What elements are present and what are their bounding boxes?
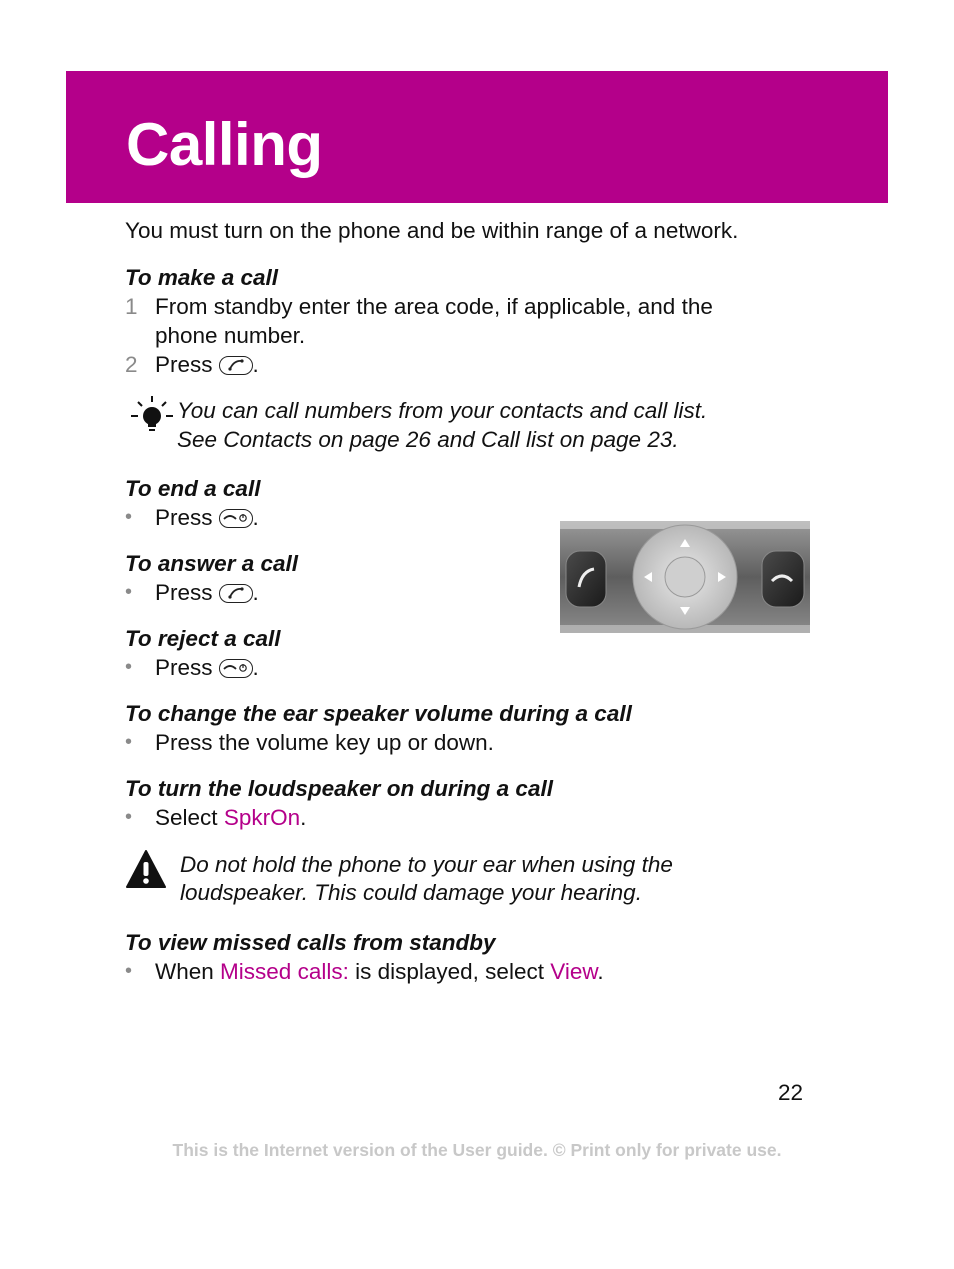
end-key-icon (219, 509, 253, 528)
heading-answer-call: To answer a call (125, 551, 298, 576)
step-text: phone number. (155, 323, 306, 348)
punctuation: . (300, 805, 307, 830)
instruction-text: Press . (155, 655, 259, 680)
call-key-icon (219, 356, 253, 375)
instruction-text (155, 957, 604, 986)
bullet: • (125, 506, 133, 528)
phone-keypad-image (560, 521, 810, 633)
instruction-label: Press (155, 580, 213, 605)
footer-notice: This is the Internet version of the User guide. © Print only for private use. (172, 1140, 782, 1160)
heading-volume: To change the ear speaker volume during a call (125, 701, 632, 726)
instruction-label: Select (155, 805, 218, 830)
softkey-view: View (550, 959, 598, 984)
bullet: • (125, 806, 133, 828)
bullet: • (125, 656, 133, 678)
call-key-icon (219, 584, 253, 603)
softkey-spkron: SpkrOn (223, 805, 301, 830)
punctuation: . (597, 959, 604, 984)
instruction-label: Press (155, 505, 213, 530)
intro-text: You must turn on the phone and be within range of a network. (125, 218, 739, 243)
softkey-missed-calls: Missed calls: (220, 959, 349, 984)
heading-end-call: To end a call (125, 476, 261, 501)
instruction-text: Press . (155, 580, 259, 605)
tip-lightbulb-icon (129, 394, 175, 438)
warning-text: loudspeaker. This could damage your hearing. (180, 880, 642, 905)
chapter-banner (66, 71, 888, 203)
bullet: • (125, 581, 133, 603)
heading-reject-call: To reject a call (125, 626, 281, 651)
step-label: Press (155, 352, 213, 377)
bullet: • (125, 960, 133, 982)
warning-text: Do not hold the phone to your ear when using the (180, 852, 673, 877)
heading-make-call: To make a call (125, 265, 278, 290)
page-number: 22 (778, 1080, 804, 1105)
warning-icon (125, 848, 167, 890)
end-key-icon (219, 659, 253, 678)
heading-loudspeaker: To turn the loudspeaker on during a call (125, 776, 553, 801)
step-text: Press . (155, 352, 259, 377)
bullet: • (125, 731, 133, 753)
step-number: 1 (125, 294, 138, 319)
step-number: 2 (125, 352, 138, 377)
instruction-label: Press (155, 655, 213, 680)
tip-text: You can call numbers from your contacts and call list. (177, 398, 708, 423)
instruction-label: When (155, 959, 214, 984)
page-title: Calling (126, 111, 323, 178)
instruction-text: Press . (155, 505, 259, 530)
heading-missed-calls: To view missed calls from standby (125, 930, 496, 955)
step-text: From standby enter the area code, if applicable, and the (155, 294, 713, 319)
instruction-label: is displayed, select (355, 959, 544, 984)
instruction-text: Press the volume key up or down. (155, 730, 494, 755)
instruction-text (155, 803, 306, 832)
tip-text: See Contacts on page 26 and Call list on page 23. (177, 427, 679, 452)
